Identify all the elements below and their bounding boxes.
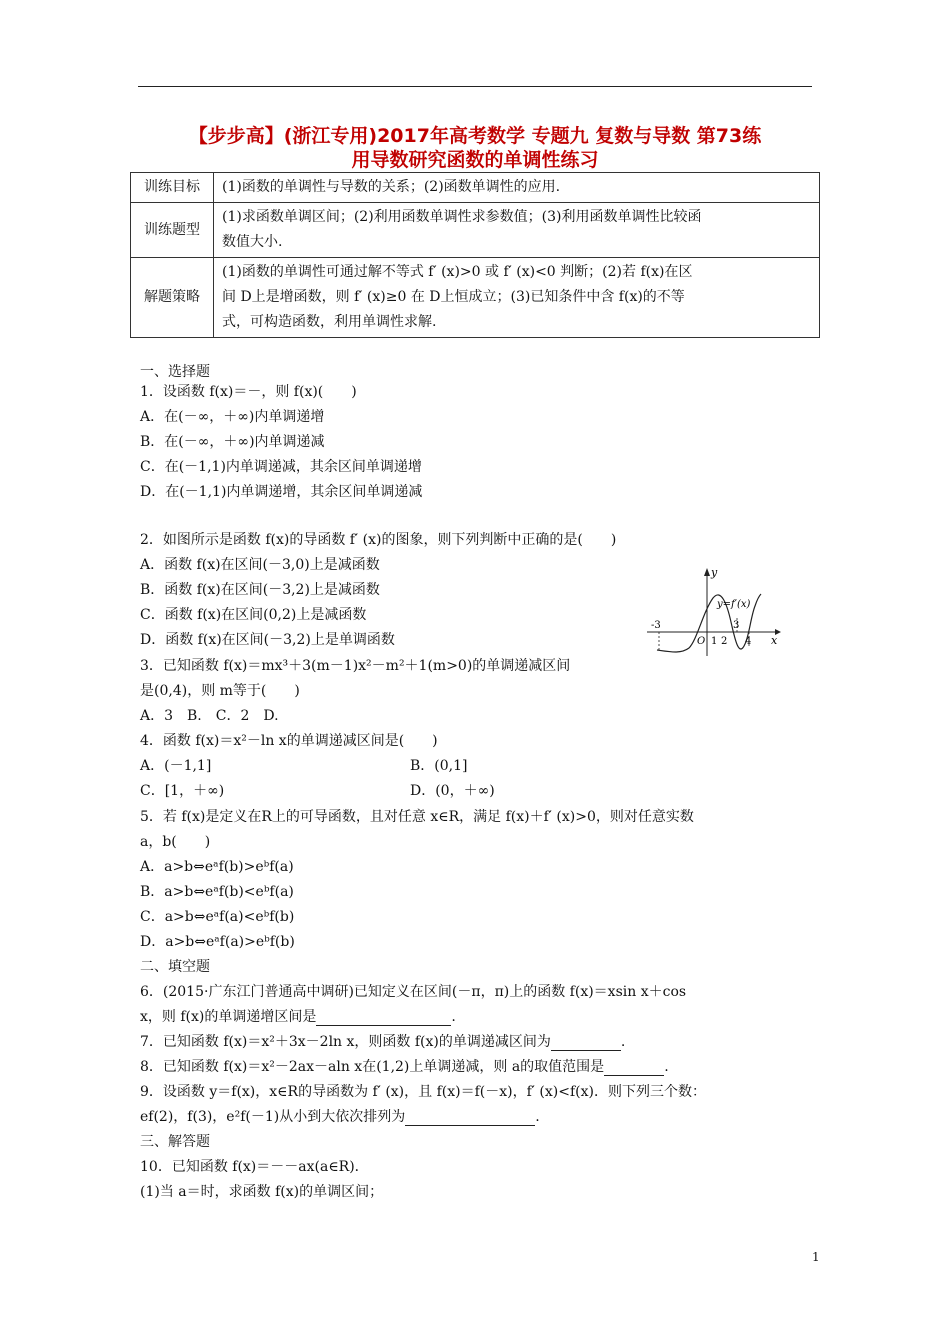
q4-option-d: D．(0，＋∞) (410, 783, 495, 799)
q9-text: ef(2)，f(3)，e²f(－1)从小到大依次排列为 (140, 1109, 406, 1125)
q6-line-2 (140, 1005, 456, 1030)
q2-option-c: C．函数 f(x)在区间(0,2)上是减函数 (140, 607, 367, 623)
row-text: 间 D上是增函数，则 f′ (x)≥0 在 D上恒成立；(3)已知条件中含 f(x)的不等 (222, 289, 685, 305)
table-row (131, 258, 820, 338)
q5-option-a: A．a>b⇔eᵃf(b)>eᵇf(a) (140, 859, 294, 875)
q6-end: . (451, 1009, 456, 1025)
q10-stem: 10．已知函数 f(x)＝－－ax(a∈R)． (140, 1159, 369, 1175)
q1-option-b: B．在(－∞，＋∞)内单调递减 (140, 434, 325, 450)
q5-line-1: 5．若 f(x)是定义在R上的可导函数，且对任意 x∈R，满足 f(x)＋f′ (x)>0，则对任意实数 (140, 809, 694, 825)
q10-part-1: (1)当 a＝时，求函数 f(x)的单调区间； (140, 1184, 384, 1200)
tick-label: 4 (745, 636, 752, 647)
derivative-graph (645, 560, 785, 660)
top-rule (138, 86, 812, 87)
row-text: (1)函数的单调性与导数的关系；(2)函数单调性的应用. (222, 179, 561, 195)
title-line-1: 【步步高】(浙江专用)2017年高考数学 专题九 复数与导数 第73练 (188, 125, 762, 147)
q3-line-2: 是(0,4)，则 m等于( ) (140, 683, 300, 699)
row-text: (1)函数的单调性可通过解不等式 f′ (x)>0 或 f′ (x)<0 判断；(2)若 f(x)在区 (222, 264, 693, 280)
q6-text: x，则 f(x)的单调递增区间是 (140, 1009, 317, 1025)
tick-label: 1 (711, 636, 718, 647)
document-title (130, 124, 820, 172)
row-text: 式，可构造函数，利用单调性求解. (222, 314, 437, 330)
row-label: 训练题型 (131, 203, 214, 258)
row-text: (1)求函数单调区间；(2)利用函数单调性求参数值；(3)利用函数单调性比较函 (222, 209, 702, 225)
q7-end: . (620, 1034, 626, 1050)
training-table (130, 172, 820, 338)
q3-options: A．3 B. C．2 D. (140, 708, 279, 724)
q5-option-c: C．a>b⇔eᵃf(a)<eᵇf(b) (140, 909, 295, 925)
row-content (214, 173, 820, 203)
y-label: y (711, 566, 718, 579)
answer-blank[interactable] (604, 1059, 664, 1076)
section-heading: 二、填空题 (140, 959, 210, 975)
q7-line (140, 1030, 625, 1055)
q5-line-2: a，b( ) (140, 834, 211, 850)
q1-option-a: A．在(－∞，＋∞)内单调递增 (140, 409, 325, 425)
q2-option-b: B．函数 f(x)在区间(－3,2)上是减函数 (140, 582, 380, 598)
q5-option-b: B．a>b⇔eᵃf(b)<eᵇf(a) (140, 884, 294, 900)
q4-option-c: C．[1，＋∞) (140, 783, 225, 799)
q6-line-1: 6．(2015·广东江门普通高中调研)已知定义在区间(－π，π)上的函数 f(x)＝xsin x＋cos (140, 984, 687, 1000)
section-heading: 三、解答题 (140, 1134, 210, 1150)
q9-end: . (535, 1109, 540, 1125)
q4-stem: 4．函数 f(x)＝x²－ln x的单调递减区间是( ) (140, 733, 438, 749)
q4-option-a: A．(－1,1] (140, 758, 212, 774)
q2-option-d: D．函数 f(x)在区间(－3,2)上是单调函数 (140, 632, 395, 648)
q4-option-b: B．(0,1] (410, 758, 468, 774)
q9-line-1: 9．设函数 y＝f(x)，x∈R的导函数为 f′ (x)，且 f(x)＝f(－x)，f′ (x)<f(x)．则下列三个数： (140, 1084, 706, 1100)
q8-line (140, 1055, 669, 1080)
origin-label: O (697, 636, 706, 647)
answer-blank[interactable] (316, 1009, 451, 1026)
table-row (131, 173, 820, 203)
row-content (214, 258, 820, 338)
q1-option-d: D．在(－1,1)内单调递增，其余区间单调递减 (140, 484, 423, 500)
tick-label: -3 (651, 620, 661, 631)
q9-line-2 (140, 1105, 540, 1130)
q1-stem: 1．设函数 f(x)＝－，则 f(x)( ) (140, 384, 357, 400)
q8-text: 8．已知函数 f(x)＝x²－2ax－aln x在(1,2)上单调递减，则 a的取值范围是 (140, 1059, 605, 1075)
title-line-2: 用导数研究函数的单调性练习 (351, 149, 599, 171)
answer-blank[interactable] (551, 1034, 621, 1051)
table-row (131, 203, 820, 258)
row-text: 数值大小. (222, 234, 283, 250)
q7-text: 7．已知函数 f(x)＝x²＋3x－2ln x，则函数 f(x)的单调递减区间为 (140, 1034, 551, 1050)
curve-label: y=f′(x) (717, 599, 751, 610)
q1-option-c: C．在(－1,1)内单调递减，其余区间单调递增 (140, 459, 422, 475)
page-number: 1 (812, 1250, 820, 1264)
row-label: 训练目标 (131, 173, 214, 203)
q2-option-a: A．函数 f(x)在区间(－3,0)上是减函数 (140, 557, 380, 573)
row-label: 解题策略 (131, 258, 214, 338)
q5-option-d: D．a>b⇔eᵃf(a)>eᵇf(b) (140, 934, 295, 950)
y-axis-arrow (704, 568, 710, 576)
section-heading: 一、选择题 (140, 364, 210, 380)
tick-label: 2 (721, 636, 728, 647)
row-content (214, 203, 820, 258)
q8-end: . (664, 1059, 669, 1075)
answer-blank[interactable] (405, 1109, 535, 1126)
x-label: x (771, 634, 778, 647)
q2-stem: 2．如图所示是函数 f(x)的导函数 f′ (x)的图象，则下列判断中正确的是( ) (140, 532, 617, 548)
q3-line-1: 3．已知函数 f(x)＝mx³＋3(m－1)x²－m²＋1(m>0)的单调递减区间 (140, 658, 571, 674)
tick-label: 3 (733, 620, 740, 631)
